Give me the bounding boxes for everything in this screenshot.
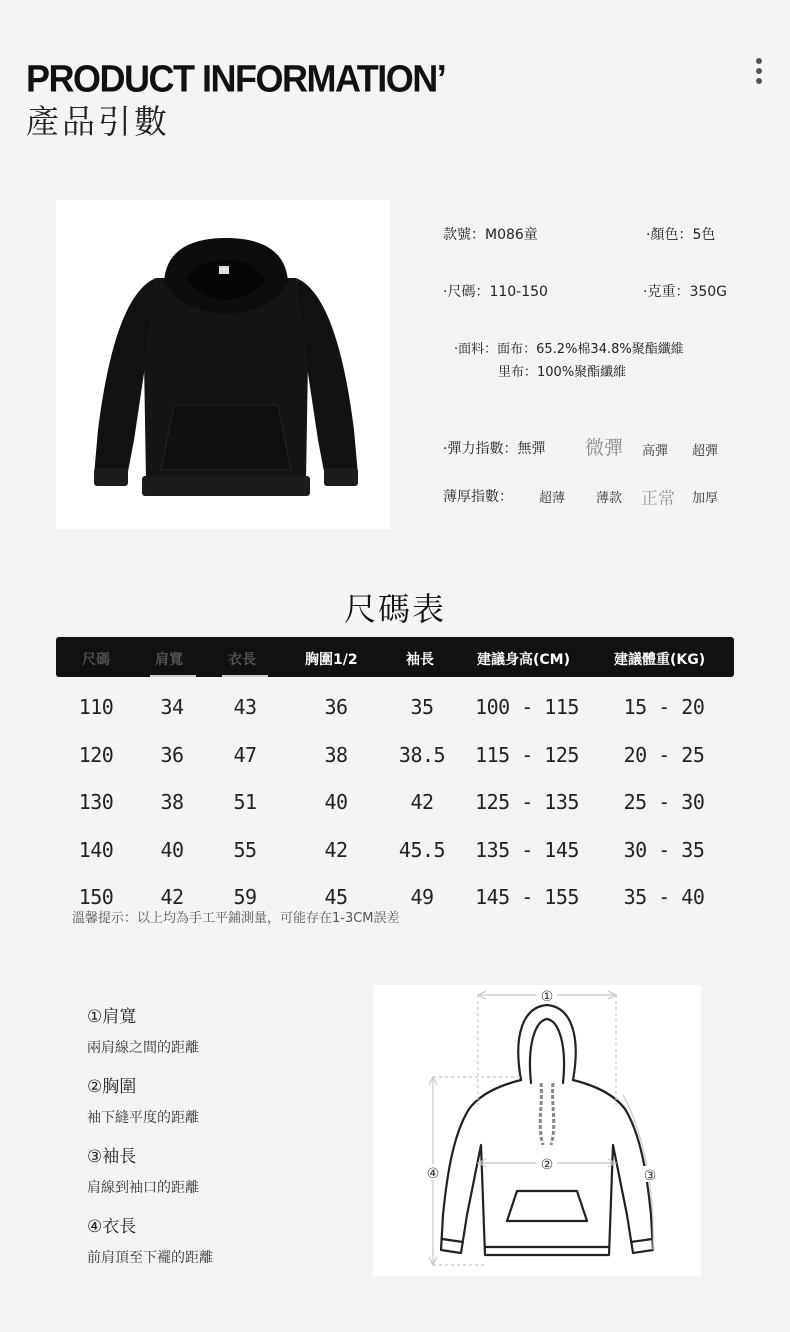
lining-composition: 里布：100%聚酯纖維 xyxy=(498,365,627,380)
legend-desc: 袖下縫平度的距離 xyxy=(87,1110,199,1126)
hoodie-measurement-diagram xyxy=(373,985,701,1276)
header-cell: 尺碼 xyxy=(82,652,110,668)
legend-title: ①肩寬 xyxy=(87,1007,137,1027)
cell-weight: 35 - 40 xyxy=(623,885,705,909)
header-cell: 肩寬 xyxy=(155,652,183,668)
header-underline xyxy=(150,675,196,677)
marker-2: ② xyxy=(540,1157,554,1173)
cell-height: 145 - 155 xyxy=(475,885,579,909)
cell-shoulder: 38 xyxy=(160,790,184,814)
cell-chest: 42 xyxy=(324,838,348,862)
cell-length: 43 xyxy=(233,695,257,719)
header-cell: 衣長 xyxy=(228,652,256,668)
cell-size: 150 xyxy=(78,885,114,909)
cell-weight: 25 - 30 xyxy=(623,790,705,814)
header-cell: 建議身高(CM) xyxy=(477,652,571,668)
size-range: ·尺碼：110-150 xyxy=(443,284,548,300)
cell-height: 115 - 125 xyxy=(475,743,579,767)
cell-size: 120 xyxy=(78,743,114,767)
legend-title: ④衣長 xyxy=(87,1217,137,1237)
header-cell: 建議體重(KG) xyxy=(614,652,706,668)
cell-height: 100 - 115 xyxy=(475,695,579,719)
black-hoodie-image xyxy=(86,230,366,500)
cell-sleeve: 38.5 xyxy=(398,743,446,767)
legend-length xyxy=(87,1212,213,1267)
cell-shoulder: 42 xyxy=(160,885,184,909)
page-title-zh: 產品引數 xyxy=(26,102,170,141)
cell-size: 110 xyxy=(78,695,114,719)
table-row xyxy=(0,695,790,725)
elasticity-option: 微彈 xyxy=(585,437,624,459)
size-chart-header xyxy=(56,637,734,677)
header-cell: 胸圍1/2 xyxy=(305,652,358,668)
cell-sleeve: 42 xyxy=(410,790,434,814)
legend-title: ②胸圍 xyxy=(87,1077,137,1097)
cell-length: 47 xyxy=(233,743,257,767)
marker-1: ① xyxy=(540,989,554,1005)
cell-weight: 15 - 20 xyxy=(623,695,705,719)
fabric-composition: ·面料：面布：65.2%棉34.8%聚酯纖維 xyxy=(454,342,684,357)
elasticity-option: 高彈 xyxy=(642,444,669,459)
cell-sleeve: 35 xyxy=(410,695,434,719)
cell-weight: 20 - 25 xyxy=(623,743,705,767)
style-number: 款號：M086童 xyxy=(443,227,538,243)
thickness-option: 正常 xyxy=(641,489,675,509)
cell-chest: 36 xyxy=(324,695,348,719)
cell-shoulder: 40 xyxy=(160,838,184,862)
thickness-option: 薄款 xyxy=(596,491,623,506)
cell-height: 135 - 145 xyxy=(475,838,579,862)
more-options-icon[interactable] xyxy=(756,58,764,84)
cell-sleeve: 45.5 xyxy=(398,838,446,862)
elasticity-option: 超彈 xyxy=(692,444,719,459)
cell-length: 51 xyxy=(233,790,257,814)
cell-height: 125 - 135 xyxy=(475,790,579,814)
legend-chest xyxy=(87,1072,199,1127)
table-row xyxy=(0,838,790,868)
marker-3: ③ xyxy=(643,1168,657,1184)
cell-length: 59 xyxy=(233,885,257,909)
thickness-option: 超薄 xyxy=(539,491,566,506)
legend-desc: 前肩頂至下襬的距離 xyxy=(87,1250,213,1266)
cell-shoulder: 36 xyxy=(160,743,184,767)
fabric-weight: ·克重：350G xyxy=(643,284,728,300)
cell-shoulder: 34 xyxy=(160,695,184,719)
marker-4: ④ xyxy=(426,1166,440,1182)
cell-weight: 30 - 35 xyxy=(623,838,705,862)
legend-sleeve xyxy=(87,1142,199,1197)
cell-chest: 40 xyxy=(324,790,348,814)
legend-desc: 兩肩線之間的距離 xyxy=(87,1040,199,1056)
table-row xyxy=(0,743,790,773)
legend-desc: 肩線到袖口的距離 xyxy=(87,1180,199,1196)
legend-shoulder xyxy=(87,1002,199,1057)
cell-chest: 38 xyxy=(324,743,348,767)
product-image-card xyxy=(56,200,390,529)
elasticity-label: ·彈力指數：無彈 xyxy=(443,441,546,457)
thickness-label: 薄厚指數： xyxy=(443,489,513,505)
cell-sleeve: 49 xyxy=(410,885,434,909)
page-title-en: PRODUCT INFORMATION’ xyxy=(26,56,446,100)
measurement-diagram-card xyxy=(373,985,701,1276)
cell-size: 130 xyxy=(78,790,114,814)
measurement-note: 溫馨提示：以上均為手工平鋪測量，可能存在1-3CM誤差 xyxy=(72,911,400,926)
table-row xyxy=(0,790,790,820)
header-underline xyxy=(222,675,268,677)
thickness-option: 加厚 xyxy=(692,491,719,506)
header-cell: 袖長 xyxy=(406,652,434,668)
cell-size: 140 xyxy=(78,838,114,862)
size-chart-title: 尺碼表 xyxy=(343,590,446,628)
cell-chest: 45 xyxy=(324,885,348,909)
legend-title: ③袖長 xyxy=(87,1147,137,1167)
color-count: ·顏色：5色 xyxy=(646,227,716,243)
cell-length: 55 xyxy=(233,838,257,862)
